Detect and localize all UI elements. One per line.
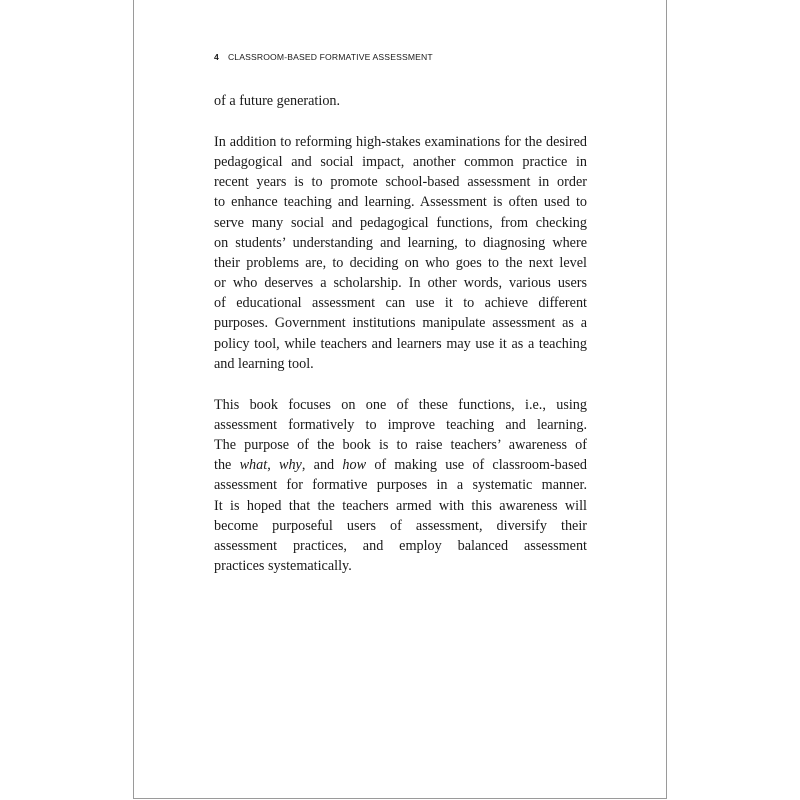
text-line: It is hoped that the teachers armed with this awareness will bbox=[214, 497, 587, 514]
text-line: recent years is to promote school-based assessment in order bbox=[214, 174, 587, 191]
body-text bbox=[214, 91, 587, 576]
text-line: of a future generation. bbox=[214, 93, 341, 109]
text-line: on students’ understanding and learning, to diagnosing where bbox=[214, 234, 587, 251]
running-head bbox=[214, 52, 433, 62]
text-line: policy tool, while teachers and learners may use it as a teaching bbox=[214, 335, 587, 352]
text-line: In addition to reforming high-stakes examinations for the desired bbox=[214, 133, 587, 150]
emphasis-why: why bbox=[279, 457, 302, 474]
text-line: or who deserves a scholarship. In other words, various users bbox=[214, 275, 587, 292]
text-line: practices systematically. bbox=[214, 558, 352, 575]
emphasis-how: how bbox=[342, 457, 367, 474]
paragraph-2 bbox=[214, 132, 587, 374]
text-line: pedagogical and social impact, another common practice in bbox=[214, 153, 587, 170]
paragraph-gap bbox=[214, 111, 587, 132]
paragraph-gap bbox=[214, 374, 587, 395]
text-line: This book focuses on one of these functions, i.e., using bbox=[214, 396, 587, 413]
text-run: of making use of classroom-based bbox=[366, 457, 587, 474]
emphasis-what: what bbox=[239, 457, 268, 474]
text-line: become purposeful users of assessment, diversify their bbox=[214, 517, 587, 534]
text-line: of educational assessment can use it to achieve different bbox=[214, 295, 587, 312]
text-line: and learning tool. bbox=[214, 355, 314, 372]
paragraph-3 bbox=[214, 395, 587, 577]
text-line: assessment formatively to improve teaching and learning. bbox=[214, 416, 587, 433]
text-line: assessment practices, and employ balanced assessment bbox=[214, 537, 587, 554]
text-line: their problems are, to deciding on who goes to the next level bbox=[214, 254, 587, 271]
text-line: The purpose of the book is to raise teachers’ awareness of bbox=[214, 437, 587, 453]
text-run: , and bbox=[301, 457, 343, 474]
book-page bbox=[133, 0, 667, 799]
text-line: assessment for formative purposes in a systematic manner. bbox=[214, 477, 587, 494]
text-line: purposes. Government institutions manipulate assessment as a bbox=[214, 315, 587, 332]
text-line: serve many social and pedagogical functions, from checking bbox=[214, 214, 587, 231]
text-run: the bbox=[214, 457, 240, 474]
text-line: to enhance teaching and learning. Assessment is often used to bbox=[214, 194, 587, 211]
running-title: CLASSROOM-BASED FORMATIVE ASSESSMENT bbox=[227, 52, 433, 62]
text-line-with-emphasis bbox=[214, 455, 587, 475]
page-number: 4 bbox=[214, 52, 219, 62]
paragraph-1 bbox=[214, 91, 587, 111]
text-run: , bbox=[267, 457, 279, 474]
